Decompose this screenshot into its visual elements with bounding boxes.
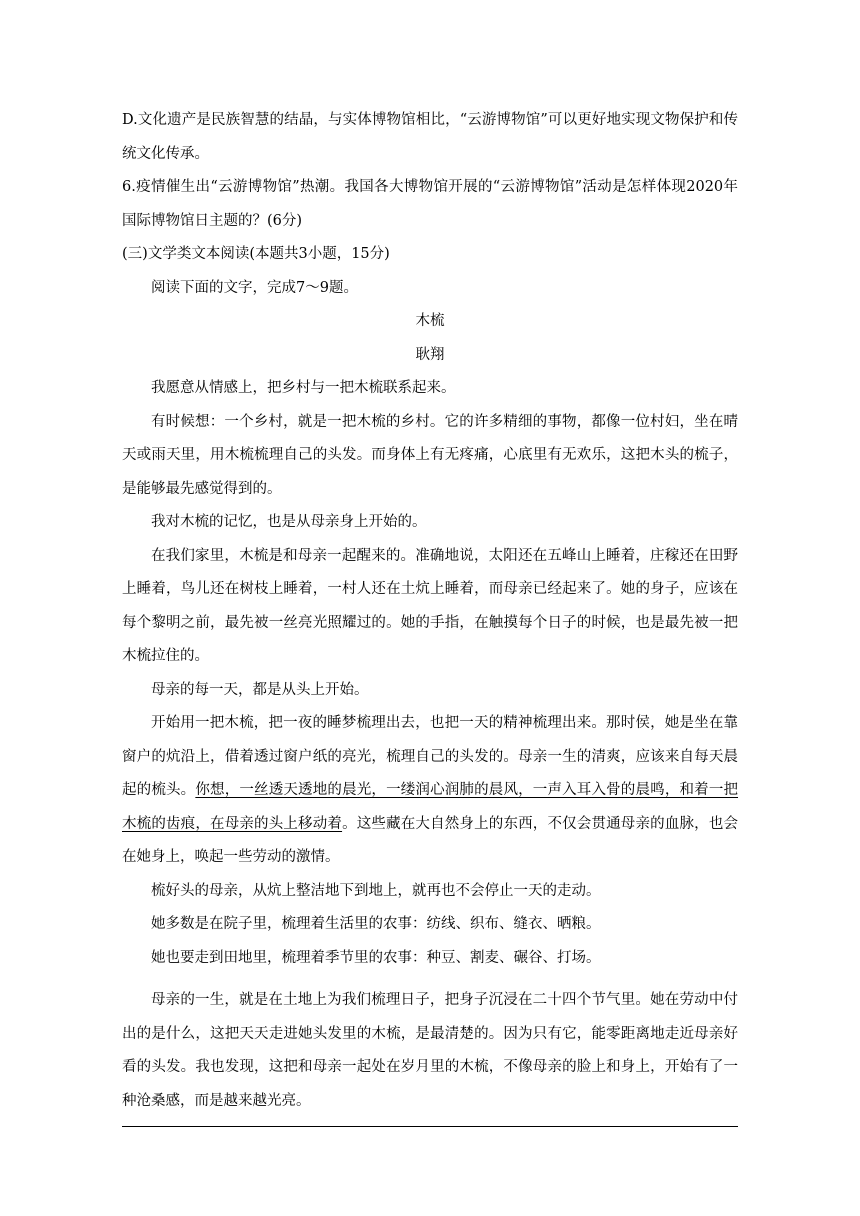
body-paragraph: 她也要走到田地里，梳理着季节里的农事：种豆、割麦、碾谷、打场。 xyxy=(151,949,601,966)
text-block-1 xyxy=(122,104,738,975)
section-heading: (三)文学类文本阅读(本题共3小题，15分) xyxy=(122,246,390,262)
body-paragraph: 我对木梳的记忆，也是从母亲身上开始的。 xyxy=(151,514,427,530)
body-paragraph: 在我们家里，木梳是和母亲一起醒来的。准确地说，太阳还在五峰山上睡着，庄稼还在田野上睡着，鸟儿还在树枝上睡着，一村人还在土炕上睡着，而母亲已经起来了。她的身子，应该在每个黎明之前，最先被一丝亮光照耀过的。她的手指，在触摸每个日子的时候，也是最先被一把木梳拉住的。 xyxy=(122,547,738,664)
text-block-2 xyxy=(122,984,738,1118)
body-paragraph: 我愿意从情感上，把乡村与一把木梳联系起来。 xyxy=(151,380,456,396)
article-title: 木梳 xyxy=(415,313,445,329)
body-paragraph: 母亲的每一天，都是从头上开始。 xyxy=(151,681,369,698)
paragraph-text: 。这些藏在大自然身上的东西，不仅会贯通母亲的血脉，也会在她身上，唤起一些劳动的激情。 xyxy=(122,815,738,865)
body-paragraph: 有时候想：一个乡村，就是一把木梳的乡村。它的许多精细的事物，都像一位村妇，坐在晴天或雨天里，用木梳梳理自己的头发。而身体上有无疼痛，心底里有无欢乐，这把木头的梳子，是能够最先感觉得到的。 xyxy=(122,413,738,497)
body-paragraph: 梳好头的母亲，从炕上整洁地下到地上，就再也不会停止一天的走动。 xyxy=(151,882,601,899)
body-paragraph: 母亲的一生，就是在土地上为我们梳理日子，把身子沉浸在二十四个节气里。她在劳动中付出的是什么，这把天天走进她头发里的木梳，是最清楚的。因为只有它，能零距离地走近母亲好看的头发。我也发现，这把和母亲一起处在岁月里的木梳，不像母亲的脸上和身上，开始有了一种沧桑感，而是越来越光亮。 xyxy=(122,992,738,1109)
body-paragraph: 她多数是在院子里，梳理着生活里的农事：纺线、织布、缝衣、晒粮。 xyxy=(151,916,601,932)
paragraph-text: 开始用一把木梳，把一夜的睡梦梳理出去，也把一天的精神梳理出来。那时侯，她是坐在靠窗户的炕沿上，借着透过窗户纸的亮光，梳理自己的头发的。母亲一生的清爽，应该来自每天晨起的梳头。 xyxy=(122,715,738,798)
option-d: D.文化遗产是民族智慧的结晶，与实体博物馆相比，“云游博物馆”可以更好地实现文物保护和传统文化传承。 xyxy=(122,112,738,162)
question-6: 6.疫情催生出“云游博物馆”热潮。我国各大博物馆开展的“云游博物馆”活动是怎样体现2020年国际博物馆日主题的？(6分) xyxy=(122,179,738,229)
article-author: 耿翔 xyxy=(415,346,445,363)
underlined-sentence: 你想，一丝透天透地的晨光，一缕润心润肺的晨风，一声入耳入骨的晨鸣，和着一把木梳的齿痕，在母亲的头上移动着 xyxy=(122,782,739,832)
footer-divider xyxy=(122,1126,738,1127)
body-paragraph xyxy=(122,707,738,875)
reading-instruction: 阅读下面的文字，完成7～9题。 xyxy=(151,279,358,296)
